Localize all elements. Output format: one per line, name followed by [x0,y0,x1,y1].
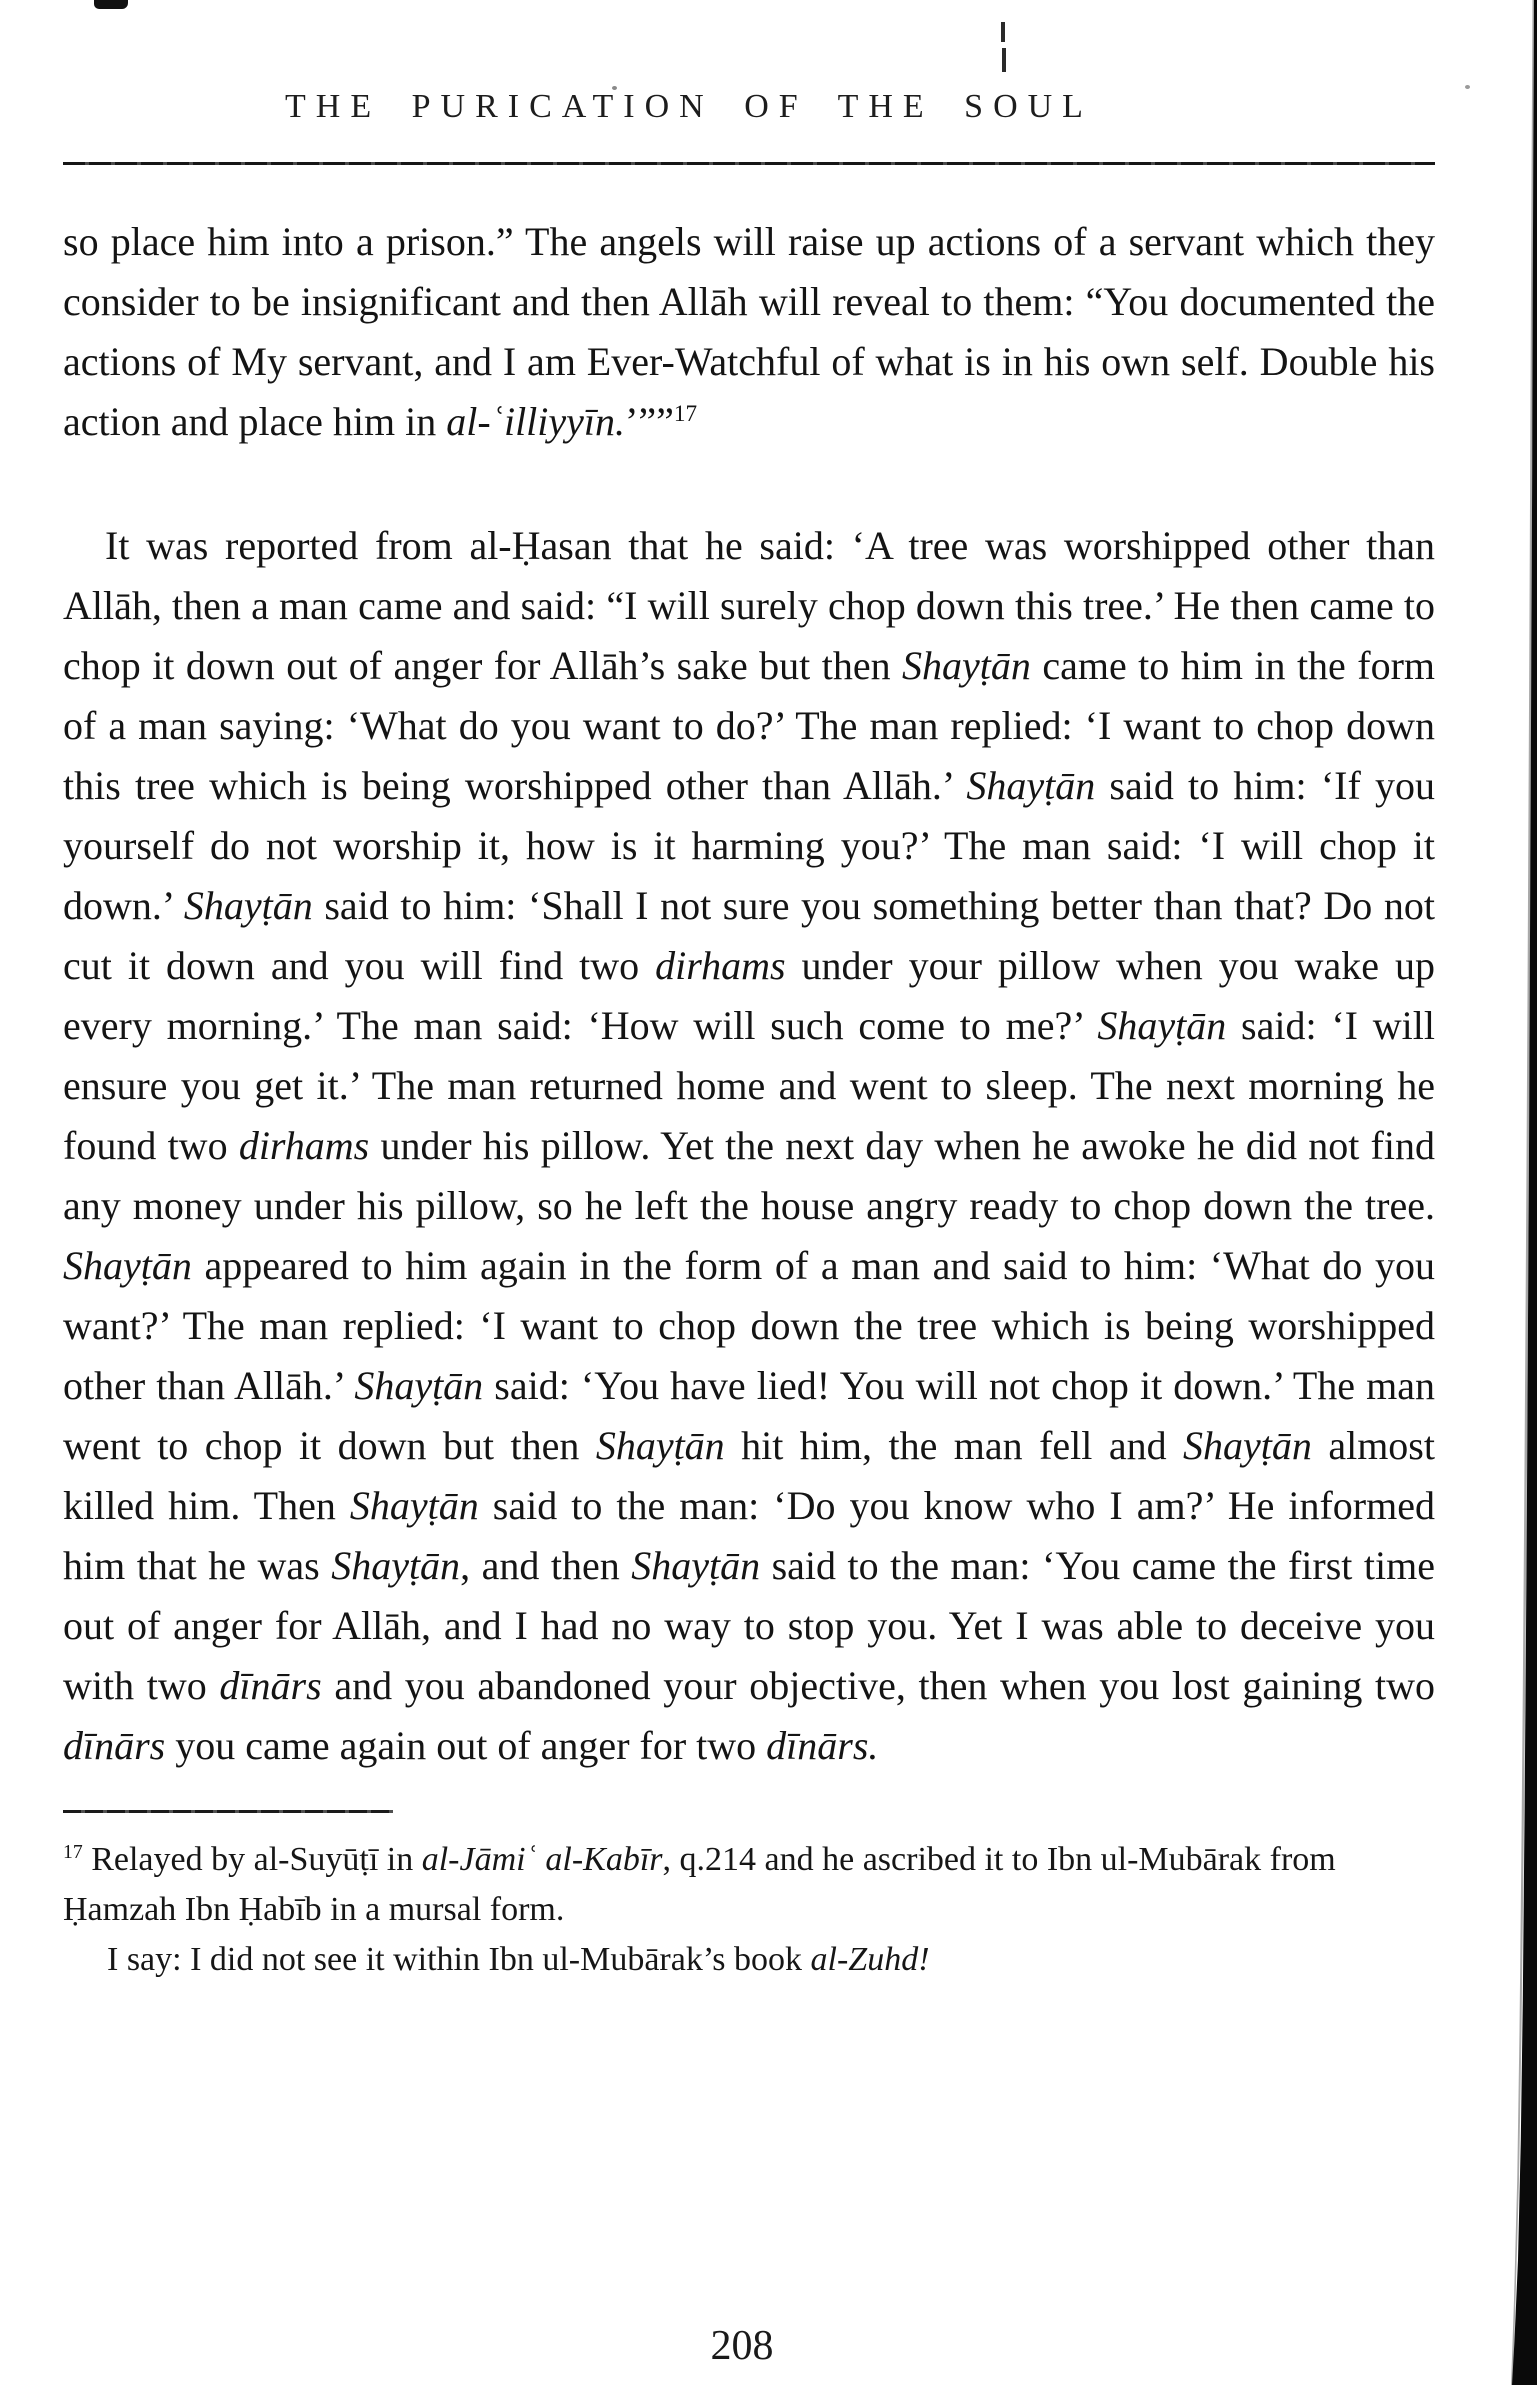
scan-dash-artifact [1001,22,1005,42]
scan-edge-shadow [1505,0,1537,2385]
footnote-rule [63,1810,393,1813]
scan-speck [1465,85,1470,89]
running-header-title: THE PURICATION OF THE SOUL [285,88,1093,125]
footnote-17: $^{17}$ Relayed by al-Suyūṭī in al-Jāmiʿ al-Kabīr, q.214 and he ascribed it to Ibn ul-Mubārak from Ḥamzah Ibn Ḥabīb in a mursal form. [63,1840,1336,1928]
footnote-17-remark: I say: I did not see it within Ibn ul-Mubārak’s book al-Zuhd! [107,1941,930,1978]
page-number: 208 [710,2323,774,2369]
paragraph-hasan-narration: It was reported from al-Ḥasan that he said: ‘A tree was worshipped other than Allāh, then a man came and said: “I will surely chop down this tree.’ He then came to chop it down out of anger for Allāh’s sake but then Shayṭān came to him in the form of a man saying: ‘What do you want to do?’ The man replied: ‘I want to chop down this tree which is being worshipped other than Allāh.’ Shayṭān said to him: ‘If you yourself do not worship it, how is it harming you?’ The man said: ‘I will chop it down.’ Shayṭān said to him: ‘Shall I not sure you something better than that? Do not cut it down and you will find two dirhams under your pillow when you wake up every morning.’ The man said: ‘How will such come to me?’ Shayṭān said: ‘I will ensure you get it.’ The man returned home and went to sleep. The next morning he found two dirhams under his pillow. Yet the next day when he awoke he did not find any money under his pillow, so he left the house angry ready to chop down the tree. Shayṭān appeared to him again in the form of a man and said to him: ‘What do you want?’ The man replied: ‘I want to chop down the tree which is being worshipped other than Allāh.’ Shayṭān said: ‘You have lied! You will not chop it down.’ The man went to chop it down but then Shayṭān hit him, the man fell and Shayṭān almost killed him. Then Shayṭān said to the man: ‘Do you know who I am?’ He informed him that he was Shayṭān, and then Shayṭān said to the man: ‘You came the first time out of anger for Allāh, and I had no way to stop you. Yet I was able to deceive you with two dīnārs and you abandoned your objective, then when you lost gaining two dīnārs you came again out of anger for two dīnārs. [63,523,1436,1768]
text-column [63,212,1435,1985]
header-rule [63,162,1435,165]
scan-dash-artifact [1002,48,1006,72]
paragraph-continuation: so place him into a prison.” The angels will raise up actions of a servant which they consider to be insignificant and then Allāh will reveal to them: “You documented the actions of My servant, and I am Ever-Watchful of what is in his own self. Double his action and place him in al-ʿilliyyīn.’””$^{17}$ [63,219,1435,444]
scan-smudge-top-left [94,0,128,9]
